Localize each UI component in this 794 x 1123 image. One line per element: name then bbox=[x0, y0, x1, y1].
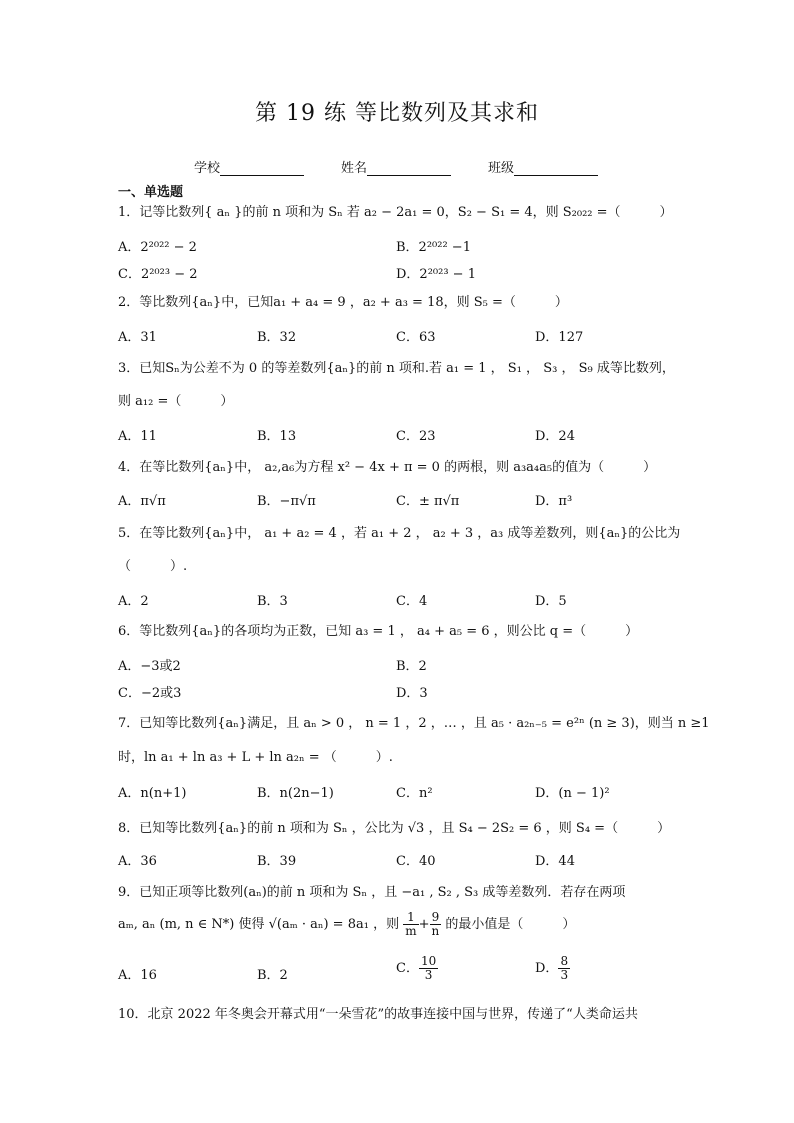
question-8-option-c: C．40 bbox=[396, 854, 436, 869]
question-1-stem: 1．记等比数列{ aₙ }的前 n 项和为 Sₙ 若 a₂ − 2a₁ = 0，S₂ − S₁ = 4，则 S₂₀₂₂ =（ ） bbox=[118, 205, 673, 220]
school-field bbox=[194, 157, 304, 176]
question-5-option-d: D．5 bbox=[535, 594, 567, 609]
question-10-stem: 10．北京 2022 年冬奥会开幕式用“一朵雪花”的故事连接中国与世界，传递了“人类命运共 bbox=[118, 1007, 638, 1022]
plus-sign: + bbox=[418, 917, 430, 932]
name-blank bbox=[367, 161, 451, 176]
question-3-option-c: C．23 bbox=[396, 429, 436, 444]
question-5-option-c: C．4 bbox=[396, 594, 428, 609]
question-9-option-d-fraction: $\frac{8}{3}$ bbox=[560, 954, 569, 982]
question-6-option-a: A．−3或2 bbox=[118, 659, 181, 674]
question-7-option-d: D．(n − 1)² bbox=[535, 786, 610, 801]
question-7-option-b: B．n(2n−1) bbox=[257, 786, 334, 801]
question-5-option-a: A．2 bbox=[118, 594, 149, 609]
school-label: 学校 bbox=[194, 161, 221, 176]
question-9-option-c: C． $\frac{10}{3}$ bbox=[396, 954, 437, 982]
question-7-stem-line-1: 7．已知等比数列{aₙ}满足，且 aₙ > 0 ， n = 1 ，2 ，… ，且 a₅ · a₂ₙ₋₅ = e²ⁿ (n ≥ 3)，则当 n ≥1 bbox=[118, 716, 710, 731]
question-9-ask: 的最小值是（ ） bbox=[445, 917, 576, 932]
question-3-option-a: A．11 bbox=[118, 429, 157, 444]
name-field bbox=[341, 157, 451, 176]
question-2-stem: 2．等比数列{aₙ}中，已知a₁ + a₄ = 9 ，a₂ + a₃ = 18，则 S₅ =（ ） bbox=[118, 295, 568, 310]
question-4-option-a: A．π√π bbox=[118, 494, 166, 509]
question-9-option-d: D． $\frac{8}{3}$ bbox=[535, 954, 569, 982]
question-9-option-c-fraction: $\frac{10}{3}$ bbox=[420, 954, 437, 982]
name-label: 姓名 bbox=[341, 161, 368, 176]
question-5-stem-line-2: （ ）. bbox=[118, 559, 188, 574]
question-8-stem: 8．已知等比数列{aₙ}的前 n 项和为 Sₙ ，公比为 √3 ，且 S₄ − 2S₂ = 6 ，则 S₄ =（ ） bbox=[118, 821, 671, 836]
question-2-option-b: B．32 bbox=[257, 330, 297, 345]
class-field bbox=[488, 157, 598, 176]
question-3-stem-line-2: 则 a₁₂ =（ ） bbox=[118, 394, 234, 409]
question-1-option-b: B．2²⁰²² −1 bbox=[396, 240, 471, 255]
class-blank bbox=[514, 161, 598, 176]
question-6-option-b: B．2 bbox=[396, 659, 427, 674]
question-4-option-d: D．π³ bbox=[535, 494, 573, 509]
question-3-stem-line-1: 3．已知Sₙ为公差不为 0 的等差数列{aₙ}的前 n 项和.若 a₁ = 1 ， S₁ ， S₃ ， S₉ 成等比数列， bbox=[118, 361, 675, 376]
section-heading: 一、单选题 bbox=[118, 185, 184, 200]
question-2-option-c: C．63 bbox=[396, 330, 436, 345]
question-2-option-d: D．127 bbox=[535, 330, 584, 345]
question-9-stem-line-1: 9．已知正项等比数列(aₙ)的前 n 项和为 Sₙ ，且 −a₁ , S₂ , S₃ 成等差数列．若存在两项 bbox=[118, 885, 626, 900]
question-9-condition: aₘ, aₙ (m, n ∈ N*) 使得 √(aₘ · aₙ) = 8a₁ ，则 bbox=[118, 917, 400, 932]
question-7-stem-line-2: 时，ln a₁ + ln a₃ + L + ln a₂ₙ = （ ）. bbox=[118, 750, 393, 765]
question-6-option-c: C．−2或3 bbox=[118, 686, 182, 701]
school-blank bbox=[220, 161, 304, 176]
class-label: 班级 bbox=[488, 161, 515, 176]
question-2-option-a: A．31 bbox=[118, 330, 157, 345]
question-1-option-a: A．2²⁰²² − 2 bbox=[118, 240, 197, 255]
question-4-option-b: B．−π√π bbox=[257, 494, 316, 509]
question-8-option-b: B．39 bbox=[257, 854, 297, 869]
question-8-option-a: A．36 bbox=[118, 854, 157, 869]
question-8-option-d: D．44 bbox=[535, 854, 575, 869]
question-9-fraction-1-over-m: $\frac{1}{m}$ bbox=[405, 910, 417, 938]
question-7-option-c: C．n² bbox=[396, 786, 433, 801]
question-9-option-b: B．2 bbox=[257, 968, 288, 983]
page-title: 第 19 练 等比数列及其求和 bbox=[255, 101, 539, 126]
question-1-option-d: D．2²⁰²³ − 1 bbox=[396, 267, 476, 282]
question-3-option-b: B．13 bbox=[257, 429, 297, 444]
question-9-fraction-9-over-n: $\frac{9}{n}$ bbox=[431, 910, 440, 938]
question-7-option-a: A．n(n+1) bbox=[118, 786, 187, 801]
question-1-option-c: C．2²⁰²³ − 2 bbox=[118, 267, 198, 282]
question-6-stem: 6．等比数列{aₙ}的各项均为正数，已知 a₃ = 1 ， a₄ + a₅ = 6 ，则公比 q =（ ） bbox=[118, 624, 639, 639]
question-9-stem-line-2 bbox=[118, 911, 575, 938]
question-6-option-d: D．3 bbox=[396, 686, 428, 701]
question-5-stem-line-1: 5．在等比数列{aₙ}中， a₁ + a₂ = 4 ，若 a₁ + 2 ， a₂ + 3 ，a₃ 成等差数列，则{aₙ}的公比为 bbox=[118, 526, 681, 541]
question-5-option-b: B．3 bbox=[257, 594, 288, 609]
question-9-option-a: A．16 bbox=[118, 968, 157, 983]
question-4-option-c: C．± π√π bbox=[396, 494, 460, 509]
question-4-stem: 4．在等比数列{aₙ}中， a₂,a₆为方程 x² − 4x + π = 0 的两根，则 a₃a₄a₅的值为（ ） bbox=[118, 460, 657, 475]
question-3-option-d: D．24 bbox=[535, 429, 575, 444]
